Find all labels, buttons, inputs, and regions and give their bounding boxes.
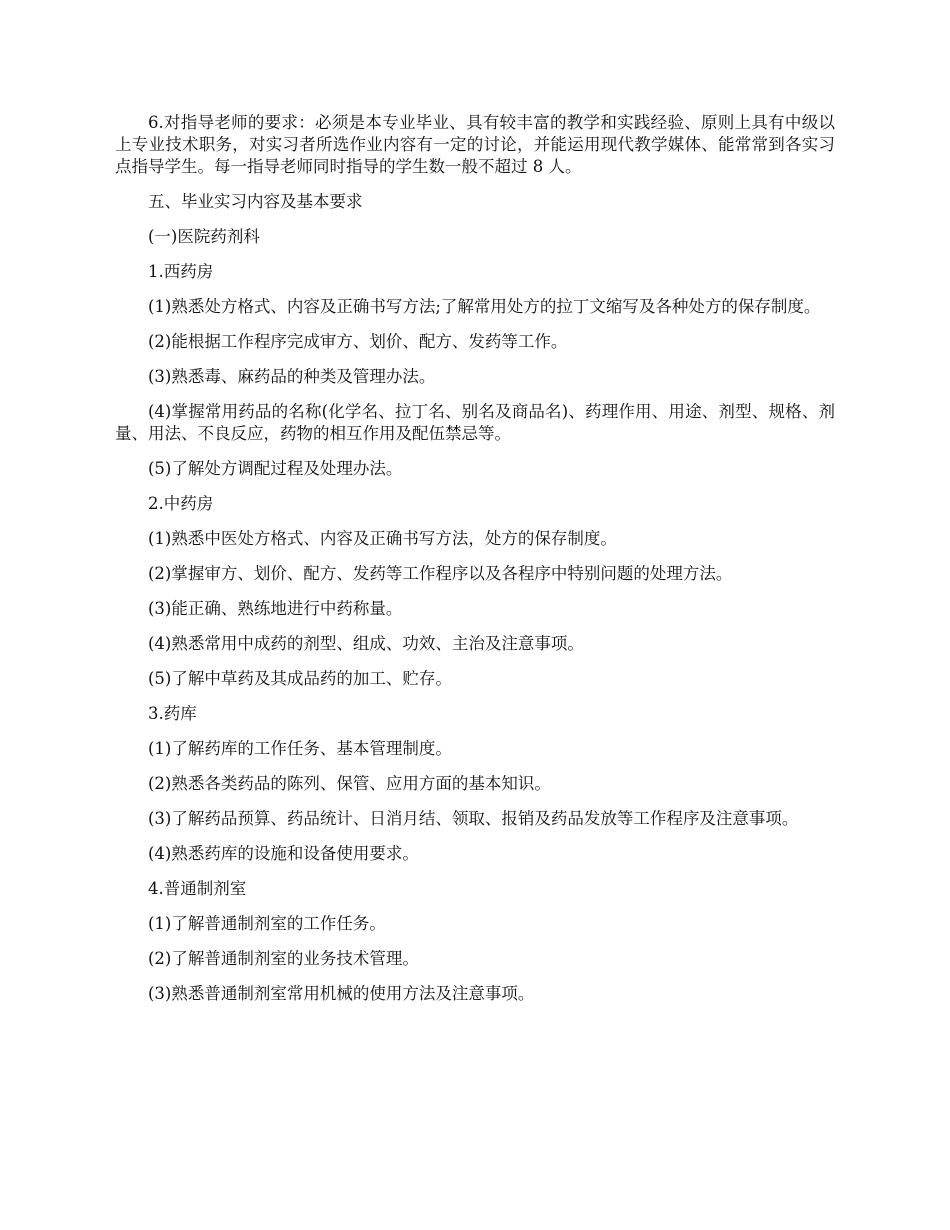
heading-preparation-room: 4.普通制剂室 — [148, 879, 247, 898]
list-item: (1)了解药库的工作任务、基本管理制度。 — [148, 739, 452, 758]
list-item: (4)熟悉药库的设施和设备使用要求。 — [148, 844, 419, 863]
heading-western-pharmacy: 1.西药房 — [148, 262, 214, 281]
list-item: (3)能正确、熟练地进行中药称量。 — [148, 599, 403, 618]
list-item: (3)熟悉普通制剂室常用机械的使用方法及注意事项。 — [148, 984, 535, 1003]
list-item: (2)掌握审方、划价、配方、发药等工作程序以及各程序中特别问题的处理方法。 — [148, 564, 733, 583]
subsection-heading-hospital-pharmacy: (一)医院药剂科 — [148, 227, 260, 246]
heading-drug-warehouse: 3.药库 — [148, 704, 197, 723]
section-heading-internship-content: 五、毕业实习内容及基本要求 — [148, 192, 363, 211]
heading-chinese-pharmacy: 2.中药房 — [148, 494, 214, 513]
list-item: (2)熟悉各类药品的陈列、保管、应用方面的基本知识。 — [148, 774, 551, 793]
list-item: (3)了解药品预算、药品统计、日消月结、领取、报销及药品发放等工作程序及注意事项。 — [148, 809, 799, 828]
list-item: (5)了解中草药及其成品药的加工、贮存。 — [148, 669, 452, 688]
list-item: (4)熟悉常用中成药的剂型、组成、功效、主治及注意事项。 — [148, 634, 584, 653]
list-item: (1)熟悉中医处方格式、内容及正确书写方法，处方的保存制度。 — [148, 529, 617, 548]
list-item: (2)了解普通制剂室的业务技术管理。 — [148, 949, 419, 968]
list-item: (4)掌握常用药品的名称(化学名、拉丁名、别名及商品名)、药理作用、用途、剂型、规格、剂量、用法、不良反应，药物的相互作用及配伍禁忌等。 — [115, 402, 835, 443]
list-item: (1)熟悉处方格式、内容及正确书写方法;了解常用处方的拉丁文缩写及各种处方的保存制度。 — [148, 297, 821, 316]
paragraph-instructor-requirements: 6.对指导老师的要求：必须是本专业毕业、具有较丰富的教学和实践经验、原则上具有中级以上专业技术职务，对实习者所选作业内容有一定的讨论，并能运用现代教学媒体、能常常到各实习点指导学生。每一指导老师同时指导的学生数一般不超过 8 人。 — [115, 113, 835, 176]
list-item: (2)能根据工作程序完成审方、划价、配方、发药等工作。 — [148, 332, 568, 351]
document-body — [115, 112, 835, 1018]
list-item: (5)了解处方调配过程及处理办法。 — [148, 459, 403, 478]
list-item: (1)了解普通制剂室的工作任务。 — [148, 914, 386, 933]
list-item: (3)熟悉毒、麻药品的种类及管理办法。 — [148, 367, 436, 386]
